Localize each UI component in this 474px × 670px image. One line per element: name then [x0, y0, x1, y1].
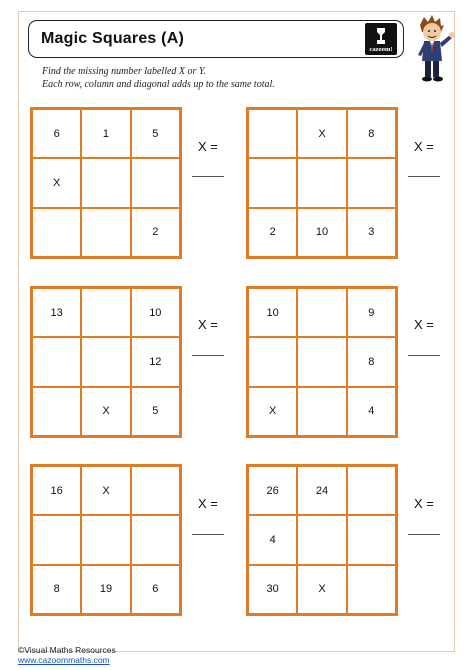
magic-square-5 [30, 464, 182, 616]
title-banner [28, 20, 404, 58]
square-cell: 6 [32, 109, 81, 158]
square-cell [32, 515, 81, 564]
square-cell [81, 158, 130, 207]
square-cell [297, 515, 346, 564]
square-cell: 10 [297, 208, 346, 257]
square-cell [297, 288, 346, 337]
square-cell [248, 337, 297, 386]
square-cell: 9 [347, 288, 396, 337]
square-cell [297, 158, 346, 207]
answer-blank-2[interactable] [408, 176, 440, 177]
square-cell [248, 109, 297, 158]
square-cell: 2 [131, 208, 180, 257]
square-cell: 6 [131, 565, 180, 614]
answer-label-6: X = [414, 496, 434, 511]
square-cell [81, 208, 130, 257]
square-cell [347, 515, 396, 564]
square-cell: 24 [297, 466, 346, 515]
square-cell [131, 515, 180, 564]
square-cell: 8 [32, 565, 81, 614]
square-cell: X [81, 387, 130, 436]
instruction-line-1: Find the missing number labelled X or Y. [42, 66, 207, 77]
footer [18, 645, 116, 665]
magic-square-4 [246, 286, 398, 438]
answer-blank-1[interactable] [192, 176, 224, 177]
worksheet-title: Magic Squares (A) [41, 30, 184, 47]
answer-blank-6[interactable] [408, 534, 440, 535]
magic-square-2 [246, 107, 398, 259]
square-cell: 8 [347, 337, 396, 386]
square-cell: X [297, 109, 346, 158]
answer-label-1: X = [198, 139, 218, 154]
square-cell [131, 158, 180, 207]
instructions [42, 65, 275, 91]
mascot-boy-illustration [404, 13, 460, 83]
square-cell [81, 288, 130, 337]
square-cell: 16 [32, 466, 81, 515]
square-cell [32, 208, 81, 257]
square-cell: 12 [131, 337, 180, 386]
magic-square-3 [30, 286, 182, 438]
square-cell: 2 [248, 208, 297, 257]
website-link[interactable]: www.cazoommaths.com [18, 655, 110, 665]
square-cell [32, 337, 81, 386]
logo-text: cazoom! [369, 46, 393, 53]
square-cell: 5 [131, 109, 180, 158]
square-cell: 5 [131, 387, 180, 436]
square-cell: 4 [248, 515, 297, 564]
square-cell [81, 337, 130, 386]
square-cell: 1 [81, 109, 130, 158]
answer-blank-5[interactable] [192, 534, 224, 535]
square-cell: 10 [131, 288, 180, 337]
square-cell [297, 337, 346, 386]
square-cell: 3 [347, 208, 396, 257]
square-cell [131, 466, 180, 515]
square-cell: 30 [248, 565, 297, 614]
square-cell [81, 515, 130, 564]
instruction-line-2: Each row, column and diagonal adds up to the same total. [42, 79, 275, 90]
square-cell: 19 [81, 565, 130, 614]
answer-blank-4[interactable] [408, 355, 440, 356]
answer-blank-3[interactable] [192, 355, 224, 356]
square-cell [347, 158, 396, 207]
magic-square-6 [246, 464, 398, 616]
cazoom-logo [365, 23, 397, 55]
square-cell: 26 [248, 466, 297, 515]
magic-square-1 [30, 107, 182, 259]
square-cell: 4 [347, 387, 396, 436]
answer-label-4: X = [414, 317, 434, 332]
square-cell: X [32, 158, 81, 207]
answer-label-3: X = [198, 317, 218, 332]
square-cell [32, 387, 81, 436]
square-cell: 8 [347, 109, 396, 158]
answer-label-5: X = [198, 496, 218, 511]
answer-label-2: X = [414, 139, 434, 154]
square-cell [297, 387, 346, 436]
square-cell [347, 466, 396, 515]
square-cell: X [297, 565, 346, 614]
copyright-text: ©Visual Maths Resources [18, 645, 116, 655]
square-cell [347, 565, 396, 614]
square-cell: X [81, 466, 130, 515]
square-cell: 10 [248, 288, 297, 337]
square-cell: 13 [32, 288, 81, 337]
logo-icon [376, 28, 386, 44]
square-cell [248, 158, 297, 207]
square-cell: X [248, 387, 297, 436]
